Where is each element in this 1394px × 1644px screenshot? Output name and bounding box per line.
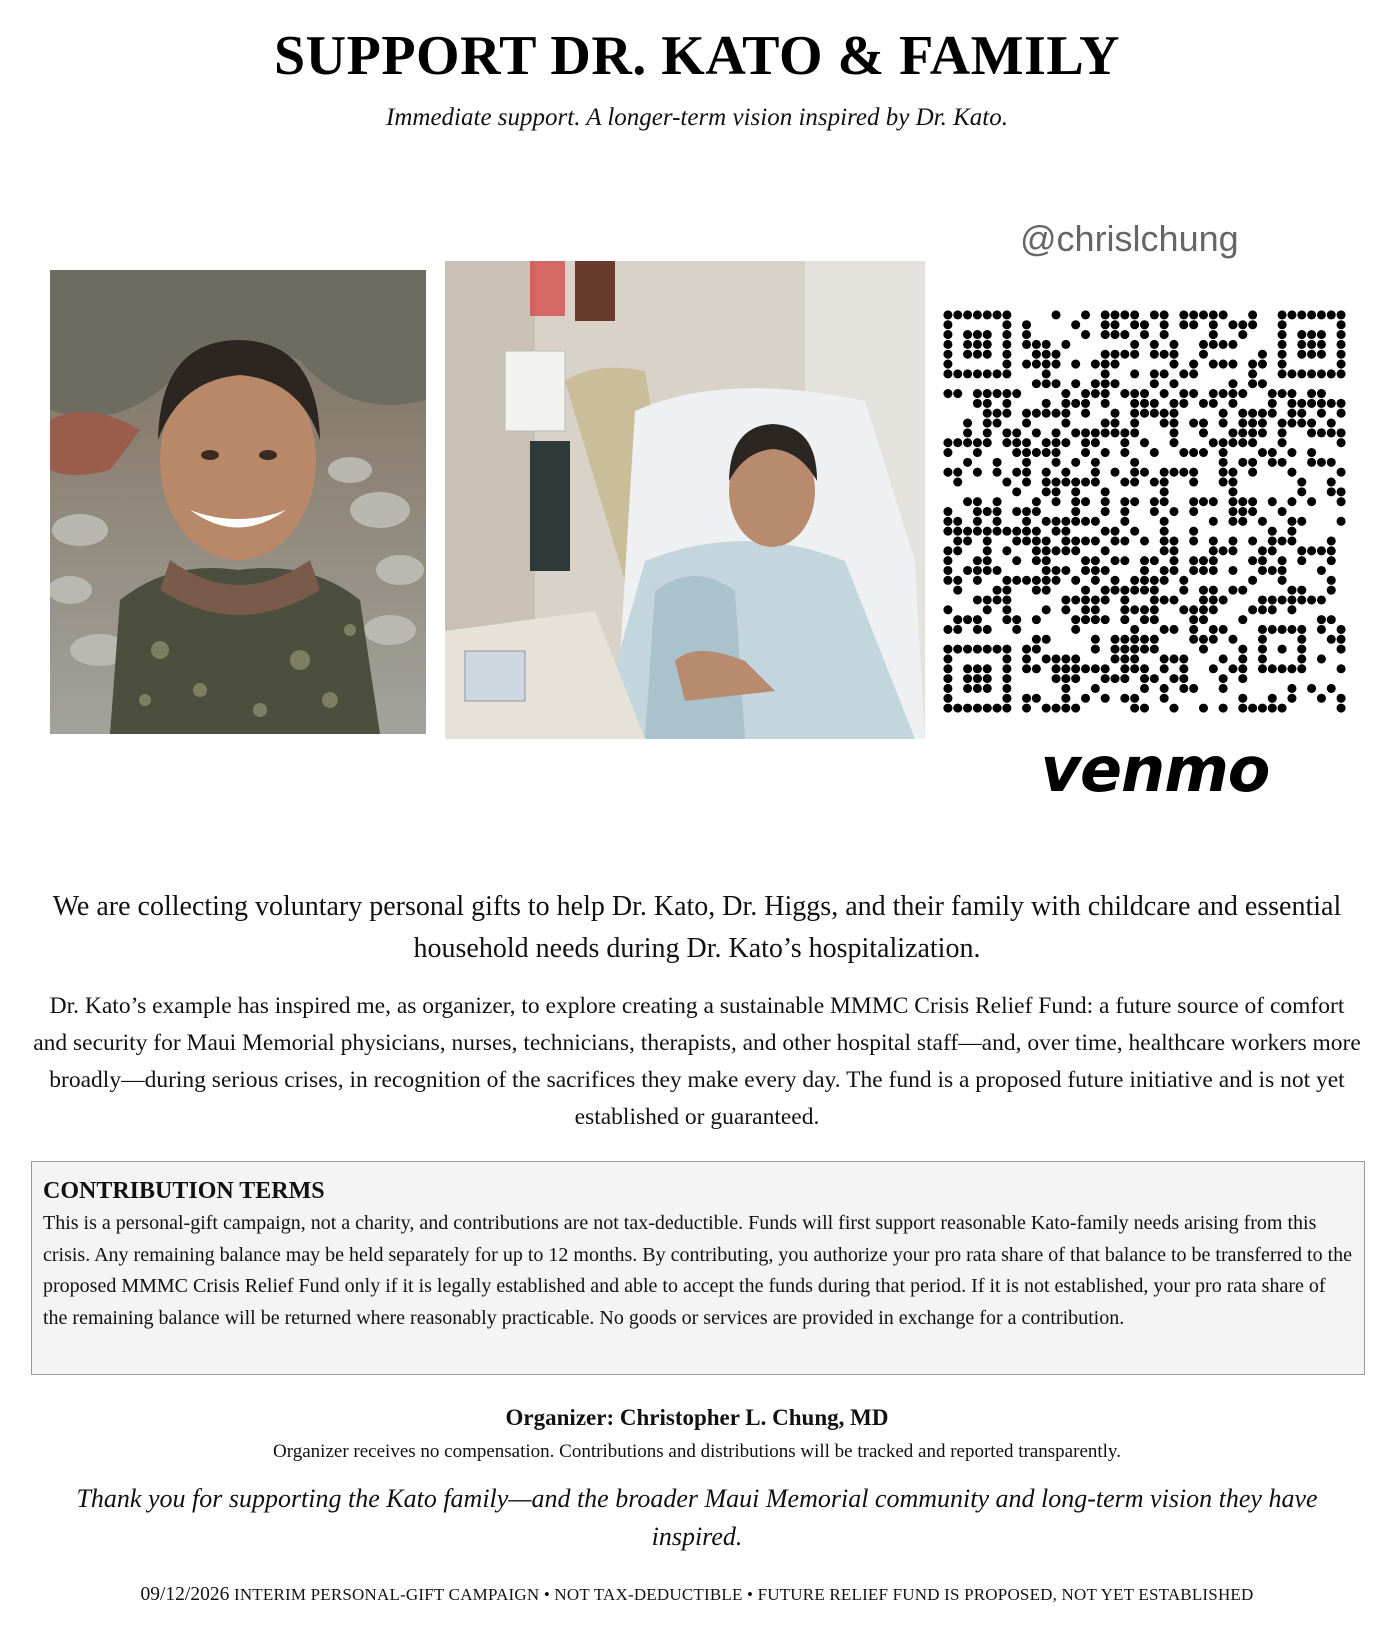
footer-text: INTERIM PERSONAL-GIFT CAMPAIGN • NOT TAX-DEDUCTIBLE • FUTURE RELIEF FUND IS PROPOSED, NOT YET ESTABLISHED	[233, 1585, 1254, 1604]
footer	[0, 1584, 1394, 1606]
venmo-handle: @chrislchung	[1020, 218, 1239, 259]
footer-date: 09/12/2026	[140, 1584, 230, 1605]
diver-photo	[50, 270, 426, 734]
organizer-note: Organizer receives no compensation. Contributions and distributions will be tracked and reported transparently.	[273, 1441, 1121, 1462]
terms-heading: CONTRIBUTION TERMS	[43, 1178, 325, 1204]
intro-lead: We are collecting voluntary personal gifts to help Dr. Kato, Dr. Higgs, and their family with childcare and essential household needs during Dr. Kato’s hospitalization.	[52, 891, 1342, 964]
terms-text: This is a personal-gift campaign, not a charity, and contributions are not tax-deductible. Funds will first support reasonable Kato-family needs arising from this crisis. Any remaining balance may be held separately for up to 12 months. By contributing, you authorize your pro rata share of that balance to be transferred to the proposed MMMC Crisis Relief Fund only if it is legally established and able to accept the funds during that period. If it is not established, your pro rata share of the remaining balance will be returned where reasonably practicable. No goods or services are provided in exchange for a contribution.	[43, 1212, 1353, 1329]
contribution-terms-box	[31, 1161, 1365, 1375]
organizer-name: Organizer: Christopher L. Chung, MD	[505, 1405, 889, 1430]
qr-code-icon[interactable]	[943, 310, 1346, 713]
venmo-logo: venmo	[1040, 733, 1270, 806]
thank-you-message: Thank you for supporting the Kato family—and the broader Maui Memorial community and long-term vision they have inspired.	[76, 1484, 1318, 1551]
page-subtitle: Immediate support. A longer-term vision inspired by Dr. Kato.	[386, 104, 1008, 131]
page-title: SUPPORT DR. KATO & FAMILY	[274, 25, 1120, 87]
intro-body: Dr. Kato’s example has inspired me, as organizer, to explore creating a sustainable MMMC Crisis Relief Fund: a future source of comfort and security for Maui Memorial physicians, nurses, technicians, therapists, and other hospital staff—and, over time, healthcare workers more broadly—during serious crises, in recognition of the sacrifices they make every day. The fund is a proposed future initiative and is not yet established or guaranteed.	[33, 993, 1361, 1130]
hospital-photo	[445, 261, 925, 739]
